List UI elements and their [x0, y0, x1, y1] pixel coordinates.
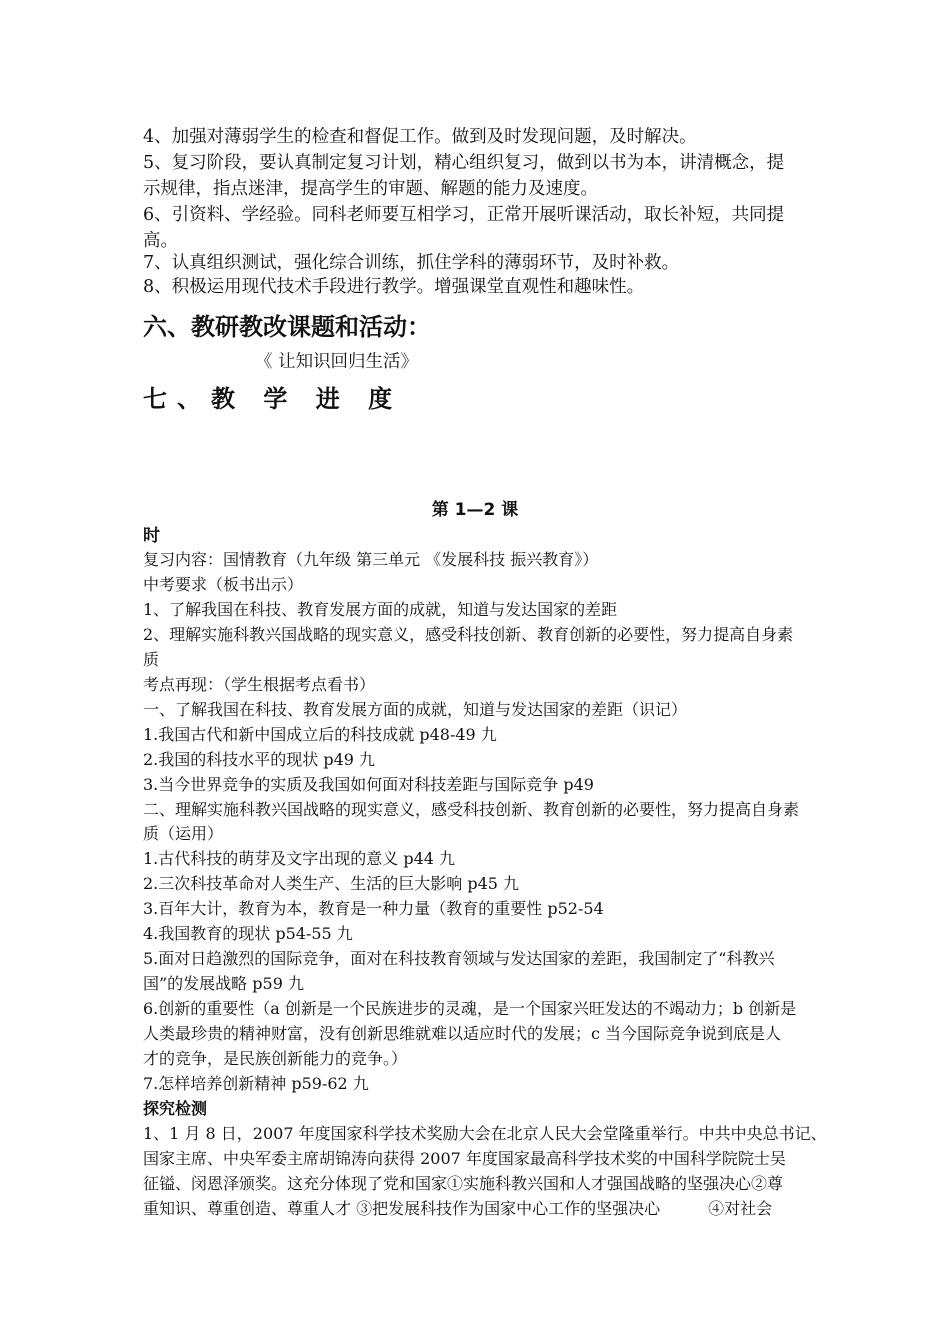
point-2-6-cont-2: 才的竞争，是民族创新能力的竞争。） [143, 1049, 408, 1068]
lesson-title-cont: 时 [143, 526, 160, 546]
point-2-1: 1.古代科技的萌芽及文字出现的意义 p44 九 [143, 849, 456, 868]
question-1-line-4: 重知识、尊重创造、尊重人才 ③把发展科技作为国家中心工作的坚强决心 ④对社会 [143, 1199, 773, 1218]
section-7-heading: 七、教 学 进 度 [143, 385, 403, 413]
point-1-1: 1.我国古代和新中国成立后的科技成就 p48-49 九 [143, 725, 497, 744]
point-2-7: 7.怎样培养创新精神 p59-62 九 [143, 1074, 369, 1093]
point-2-6-cont: 人类最珍贵的精神财富，没有创新思维就难以适应时代的发展；c 当今国际竞争说到底是人 [143, 1024, 782, 1043]
point-2-3: 3.百年大计，教育为本，教育是一种力量（教育的重要性 p52-54 [143, 899, 604, 918]
requirement-2: 2、理解实施科教兴国战略的现实意义，感受科技创新、教育创新的必要性，努力提高自身素 [143, 625, 794, 644]
point-2-6: 6.创新的重要性（a 创新是一个民族进步的灵魂，是一个国家兴旺发达的不竭动力；b 创新是 [143, 999, 797, 1018]
list-item-4: 4、加强对薄弱学生的检查和督促工作。做到及时发现问题，及时解决。 [143, 127, 697, 147]
question-1-line-3: 征镒、闵恩泽颁奖。这充分体现了党和国家①实施科教兴国和人才强国战略的坚强决心②尊 [143, 1174, 784, 1193]
point-1-3: 3.当今世界竞争的实质及我国如何面对科技差距与国际竞争 p49 [143, 775, 594, 794]
requirement-1: 1、了解我国在科技、教育发展方面的成就，知道与发达国家的差距 [143, 600, 618, 619]
list-item-8: 8、积极运用现代技术手段进行教学。增强课堂直观性和趣味性。 [143, 277, 645, 297]
point-2-2: 2.三次科技革命对人类生产、生活的巨大影响 p45 九 [143, 874, 520, 893]
question-1-line-2: 国家主席、中央军委主席胡锦涛向获得 2007 年度国家最高科学技术奖的中国科学院院士吴 [143, 1149, 786, 1168]
point-2-4: 4.我国教育的现状 p54-55 九 [143, 924, 353, 943]
review-content: 复习内容：国情教育（九年级 第三单元 《发展科技 振兴教育》） [143, 550, 599, 569]
list-item-6: 6、引资料、学经验。同科老师要互相学习，正常开展听课活动，取长补短，共同提 [143, 205, 785, 225]
key-points-heading: 考点再现：（学生根据考点看书） [143, 675, 376, 694]
list-item-5-cont: 示规律，指点迷津，提高学生的审题、解题的能力及速度。 [143, 179, 598, 199]
point-group-1: 一、了解我国在科技、教育发展方面的成就，知道与发达国家的差距（识记） [143, 700, 688, 719]
point-group-2-cont: 质（运用） [143, 824, 224, 843]
exam-requirements: 中考要求（板书出示） [143, 575, 304, 594]
explore-heading: 探究检测 [143, 1099, 208, 1118]
list-item-5: 5、复习阶段，要认真制定复习计划，精心组织复习，做到以书为本，讲清概念，提 [143, 153, 785, 173]
point-1-2: 2.我国的科技水平的现状 p49 九 [143, 750, 376, 769]
list-item-6-cont: 高。 [143, 231, 178, 251]
point-2-5-cont: 国”的发展战略 p59 九 [143, 974, 304, 993]
research-topic: 《 让知识回归生活》 [255, 352, 419, 372]
point-2-5: 5.面对日趋激烈的国际竞争，面对在科技教育领域与发达国家的差距，我国制定了“科教兴 [143, 949, 775, 968]
requirement-2-cont: 质 [143, 650, 160, 669]
point-group-2: 二、理解实施科教兴国战略的现实意义，感受科技创新、教育创新的必要性，努力提高自身素 [143, 800, 800, 819]
section-6-heading: 六、教研教改课题和活动： [143, 313, 431, 341]
question-1-line-1: 1、1 月 8 日，2007 年度国家科学技术奖励大会在北京人民大会堂隆重举行。中共中央总书记、 [143, 1124, 827, 1143]
lesson-title: 第 1—2 课 [431, 500, 519, 520]
list-item-7: 7、认真组织测试，强化综合训练，抓住学科的薄弱环节，及时补救。 [143, 253, 680, 273]
